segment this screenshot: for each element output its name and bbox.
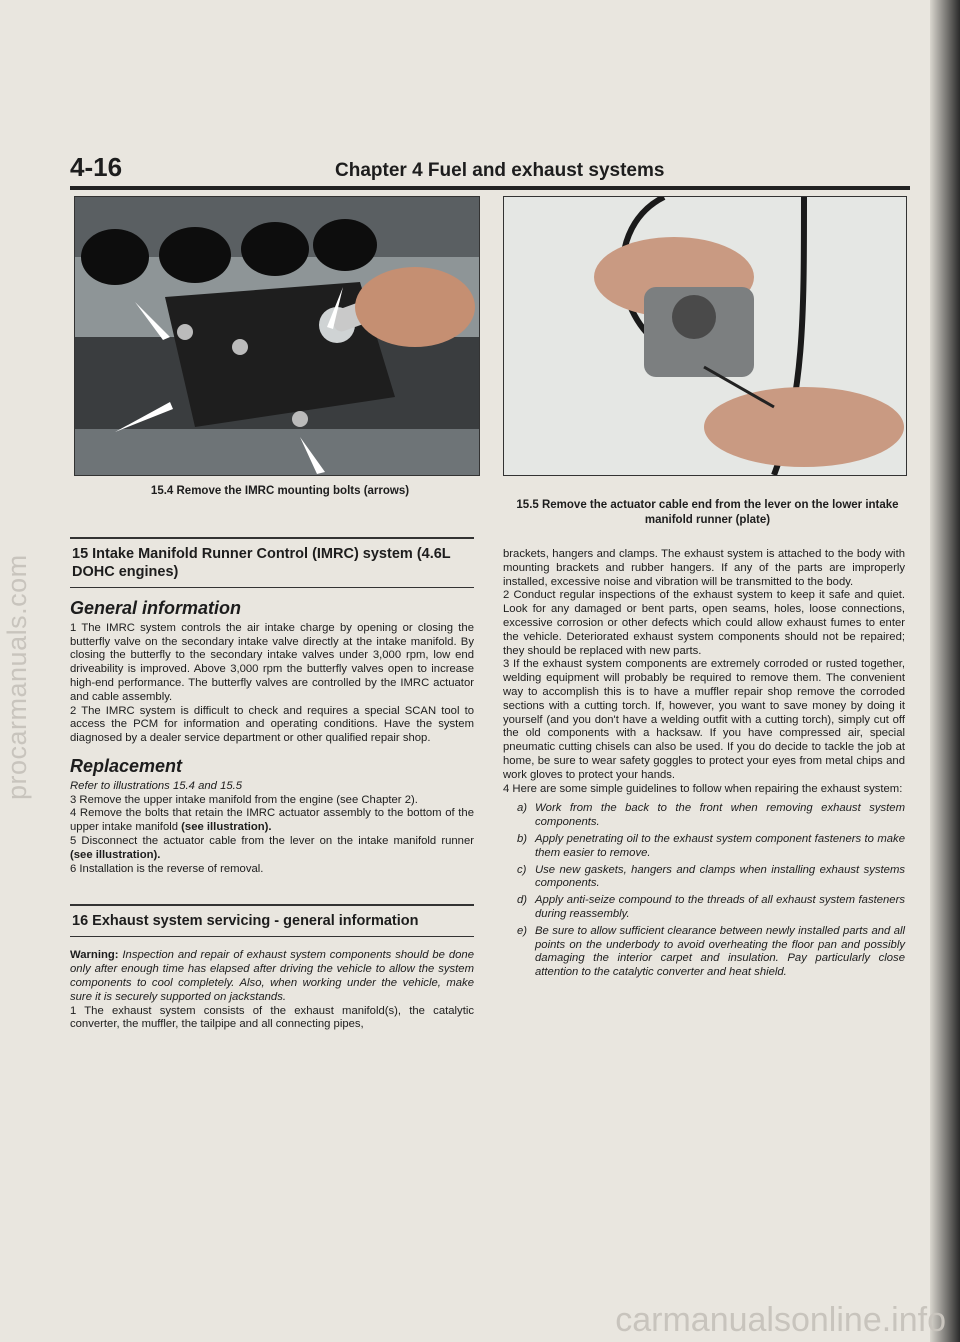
general-information-heading: General information [70,598,242,618]
page-edge-shadow [930,0,960,1342]
list-item-label: e) [517,924,528,937]
right-column [503,548,905,983]
list-item-label: a) [517,802,528,815]
figure-15-4-caption: 15.4 Remove the IMRC mounting bolts (arrows) [150,485,410,497]
list-item [503,864,905,892]
warning-label: Warning: [70,949,123,962]
header-rule [70,186,910,190]
s15-paragraph-4-ref: (see illustration). [181,821,272,834]
list-item-text: Apply penetrating oil to the exhaust system component fasteners to make them easier to remove. [535,832,905,859]
list-item-text: Be sure to allow sufficient clearance between newly installed parts and all points on the underbody to avoid overheating the floor pan and possibly damaging the interior carpet and insulation. Pay particularly close attention to the catalytic converter and heat shield. [535,924,905,979]
s16-paragraph-2: 2 Conduct regular inspections of the exhaust system to keep it safe and quiet. Look for any damaged or bent parts, open seams, holes, loose connections, excessive corrosion or other defects which could allow exhaust fumes to enter the vehicle. Deteriorated exhaust system components should not be repaired; they should be replaced with new parts. [503,589,905,657]
s15-paragraph-6: 6 Installation is the reverse of removal. [70,862,264,875]
list-item-text: Use new gaskets, hangers and clamps when installing exhaust systems components. [535,863,905,890]
section-16-title: 16 Exhaust system servicing - general information [72,913,419,930]
warning-text: Inspection and repair of exhaust system components should be done only after enough time has elapsed after driving the vehicle to allow the system components to cool completely. Also, when working under the vehicle, make sure it is securely supported on jackstands. [70,949,474,1003]
s15-paragraph-4-text: 4 Remove the bolts that retain the IMRC actuator assembly to the bottom of the upper intake manifold [70,807,474,834]
page-number: 4-16 [70,152,123,182]
section-16-rule [70,904,474,906]
figure-15-4-photo [74,196,480,476]
list-item-text: Work from the back to the front when removing exhaust system components. [535,802,905,829]
figure-15-5-photo [503,196,907,476]
list-item-label: d) [517,894,528,907]
s16-paragraph-4: 4 Here are some simple guidelines to follow when repairing the exhaust system: [503,782,903,795]
s15-paragraph-4 [70,807,474,835]
section-15-title: 15 Intake Manifold Runner Control (IMRC) system (4.6L DOHC engines) [72,546,451,580]
list-item [503,894,905,922]
s15-paragraph-1: 1 The IMRC system controls the air intake charge by opening or closing the butterfly valve on the secondary intake valve directly at the intake manifold. By closing the butterfly to the secondary intake valves under 3,000 rpm, low end driveability is improved. Above 3,000 rpm the butterfly valves open to increase high-end performance. The butterfly valves are controlled by the IMRC actuator and cable assembly. [70,621,474,703]
list-item [503,802,905,830]
figure-15-5-caption: 15.5 Remove the actuator cable end from the lever on the lower intake manifold runner (plate) [516,499,899,526]
replacement-heading: Replacement [70,755,183,776]
left-column [70,537,474,1032]
page-header [70,150,910,190]
section-15-rule-bottom [70,587,474,588]
s15-paragraph-5-text: 5 Disconnect the actuator cable from the lever on the intake manifold runner [70,834,474,847]
s15-paragraph-5-ref: (see illustration). [70,848,161,861]
watermark-bottom: carmanualsonline.info [615,1301,946,1339]
s16-paragraph-1: 1 The exhaust system consists of the exhaust manifold(s), the catalytic converter, the muffler, the tailpipe and all connecting pipes, [70,1004,474,1031]
section-15-rule [70,537,474,539]
s15-paragraph-2: 2 The IMRC system is difficult to check and requires a special SCAN tool to access the PCM for information and operating conditions. Have the system diagnosed by a dealer service department or other qualified repair shop. [70,704,474,745]
list-item [503,833,905,861]
list-item [503,925,905,980]
warning-paragraph [70,949,474,1004]
list-item-label: c) [517,863,527,876]
s15-paragraph-3: 3 Remove the upper intake manifold from the engine (see Chapter 2). [70,793,418,806]
s16-paragraph-1-continued: brackets, hangers and clamps. The exhaust system is attached to the body with mounting brackets and rubber hangers. If any of the parts are improperly installed, excessive noise and vibration will be transmitted to the body. [503,548,905,588]
watermark-left: procarmanuals.com [2,554,32,800]
refer-illustrations: Refer to illustrations 15.4 and 15.5 [70,779,243,792]
list-item-label: b) [517,832,528,845]
s15-paragraph-5 [70,835,474,863]
guidelines-list [503,802,905,980]
chapter-title: Chapter 4 Fuel and exhaust systems [335,160,665,181]
s16-paragraph-3: 3 If the exhaust system components are extremely corroded or rusted together, welding equipment will probably be required to remove them. The convenient way to accomplish this is to have a muffler repair shop remove the corroded sections with a cutting torch. If, however, you want to save money by doing it yourself (and you don't have a welding outfit with a cutting torch), simply cut off the old components with a hacksaw. If you have compressed air, special pneumatic cutting chisels can also be used. If you do decide to tackle the job at home, be sure to wear safety goggles to protect your eyes from metal chips and work gloves to protect your hands. [503,658,905,781]
list-item-text: Apply anti-seize compound to the threads of all exhaust system fasteners during reassembly. [535,894,905,920]
